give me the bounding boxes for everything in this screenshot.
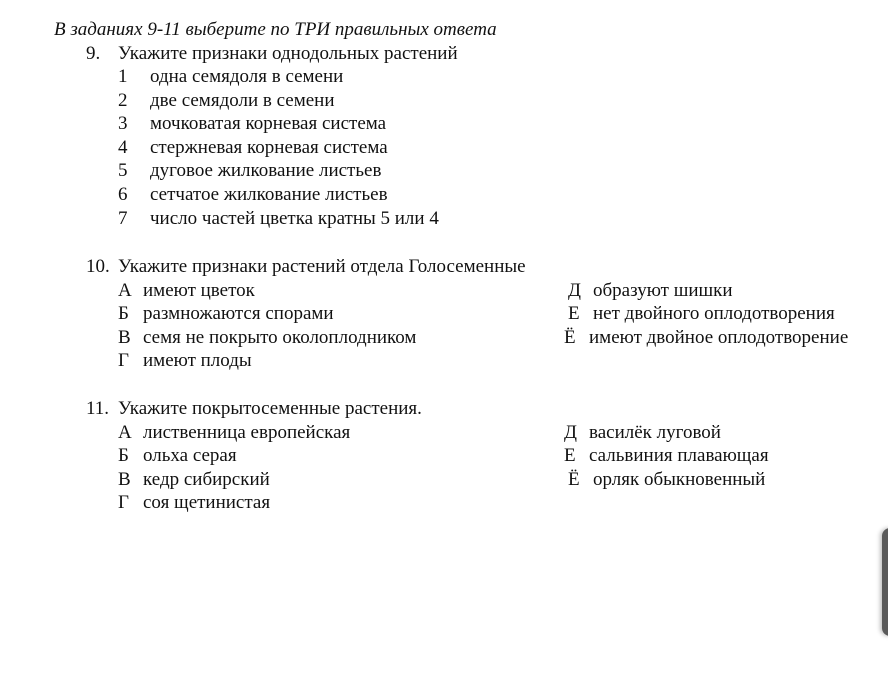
option-text: мочковатая корневая система (150, 113, 387, 134)
option-text: ольха серая (143, 445, 237, 466)
option-key: А (118, 280, 132, 301)
option-text: образуют шишки (593, 280, 733, 301)
option-text: имеют цветок (143, 280, 255, 301)
option-key: Ё (568, 469, 580, 490)
option-text: сетчатое жилкование листьев (150, 184, 388, 205)
option-text: число частей цветка кратны 5 или 4 (150, 208, 439, 229)
option-key: Ё (564, 327, 576, 348)
option-text: имеют двойное оплодотворение (589, 327, 849, 348)
option-key: Б (118, 303, 129, 324)
option-key: 1 (118, 66, 128, 87)
option-text: соя щетинистая (143, 492, 271, 513)
option-text: две семядоли в семени (150, 90, 335, 111)
option-key: 3 (118, 113, 128, 134)
option-text: кедр сибирский (143, 469, 270, 490)
option-text: стержневая корневая система (150, 137, 388, 158)
option-key: В (118, 327, 131, 348)
option-key: Д (564, 422, 577, 443)
option-text: лиственница европейская (143, 422, 351, 443)
option-key: 7 (118, 208, 128, 229)
option-key: 6 (118, 184, 128, 205)
option-key: Е (568, 303, 580, 324)
option-text: сальвиния плавающая (589, 445, 769, 466)
option-key: А (118, 422, 132, 443)
question-number: 10. (86, 256, 110, 277)
option-text: дуговое жилкование листьев (150, 160, 382, 181)
option-text: размножаются спорами (143, 303, 334, 324)
option-key: 2 (118, 90, 128, 111)
option-text: нет двойного оплодотворения (593, 303, 835, 324)
option-key: Г (118, 492, 129, 513)
option-key: 5 (118, 160, 128, 181)
question-text: Укажите покрытосеменные растения. (118, 398, 422, 419)
option-key: В (118, 469, 131, 490)
option-key: Г (118, 350, 129, 371)
option-text: орляк обыкновенный (593, 469, 766, 490)
question-text: Укажите признаки растений отдела Голосеменные (118, 256, 526, 277)
option-text: имеют плоды (143, 350, 252, 371)
option-key: 4 (118, 137, 128, 158)
question-text: Укажите признаки однодольных растений (118, 43, 458, 64)
option-text: семя не покрыто околоплодником (143, 327, 417, 348)
option-key: Б (118, 445, 129, 466)
option-text: василёк луговой (589, 422, 721, 443)
instructions-heading: В заданиях 9-11 выберите по ТРИ правильных ответа (54, 19, 497, 40)
question-number: 9. (86, 43, 101, 64)
option-key: Е (564, 445, 576, 466)
scrollbar-thumb[interactable] (882, 528, 888, 636)
question-number: 11. (86, 398, 110, 419)
option-text: одна семядоля в семени (150, 66, 344, 87)
option-key: Д (568, 280, 581, 301)
